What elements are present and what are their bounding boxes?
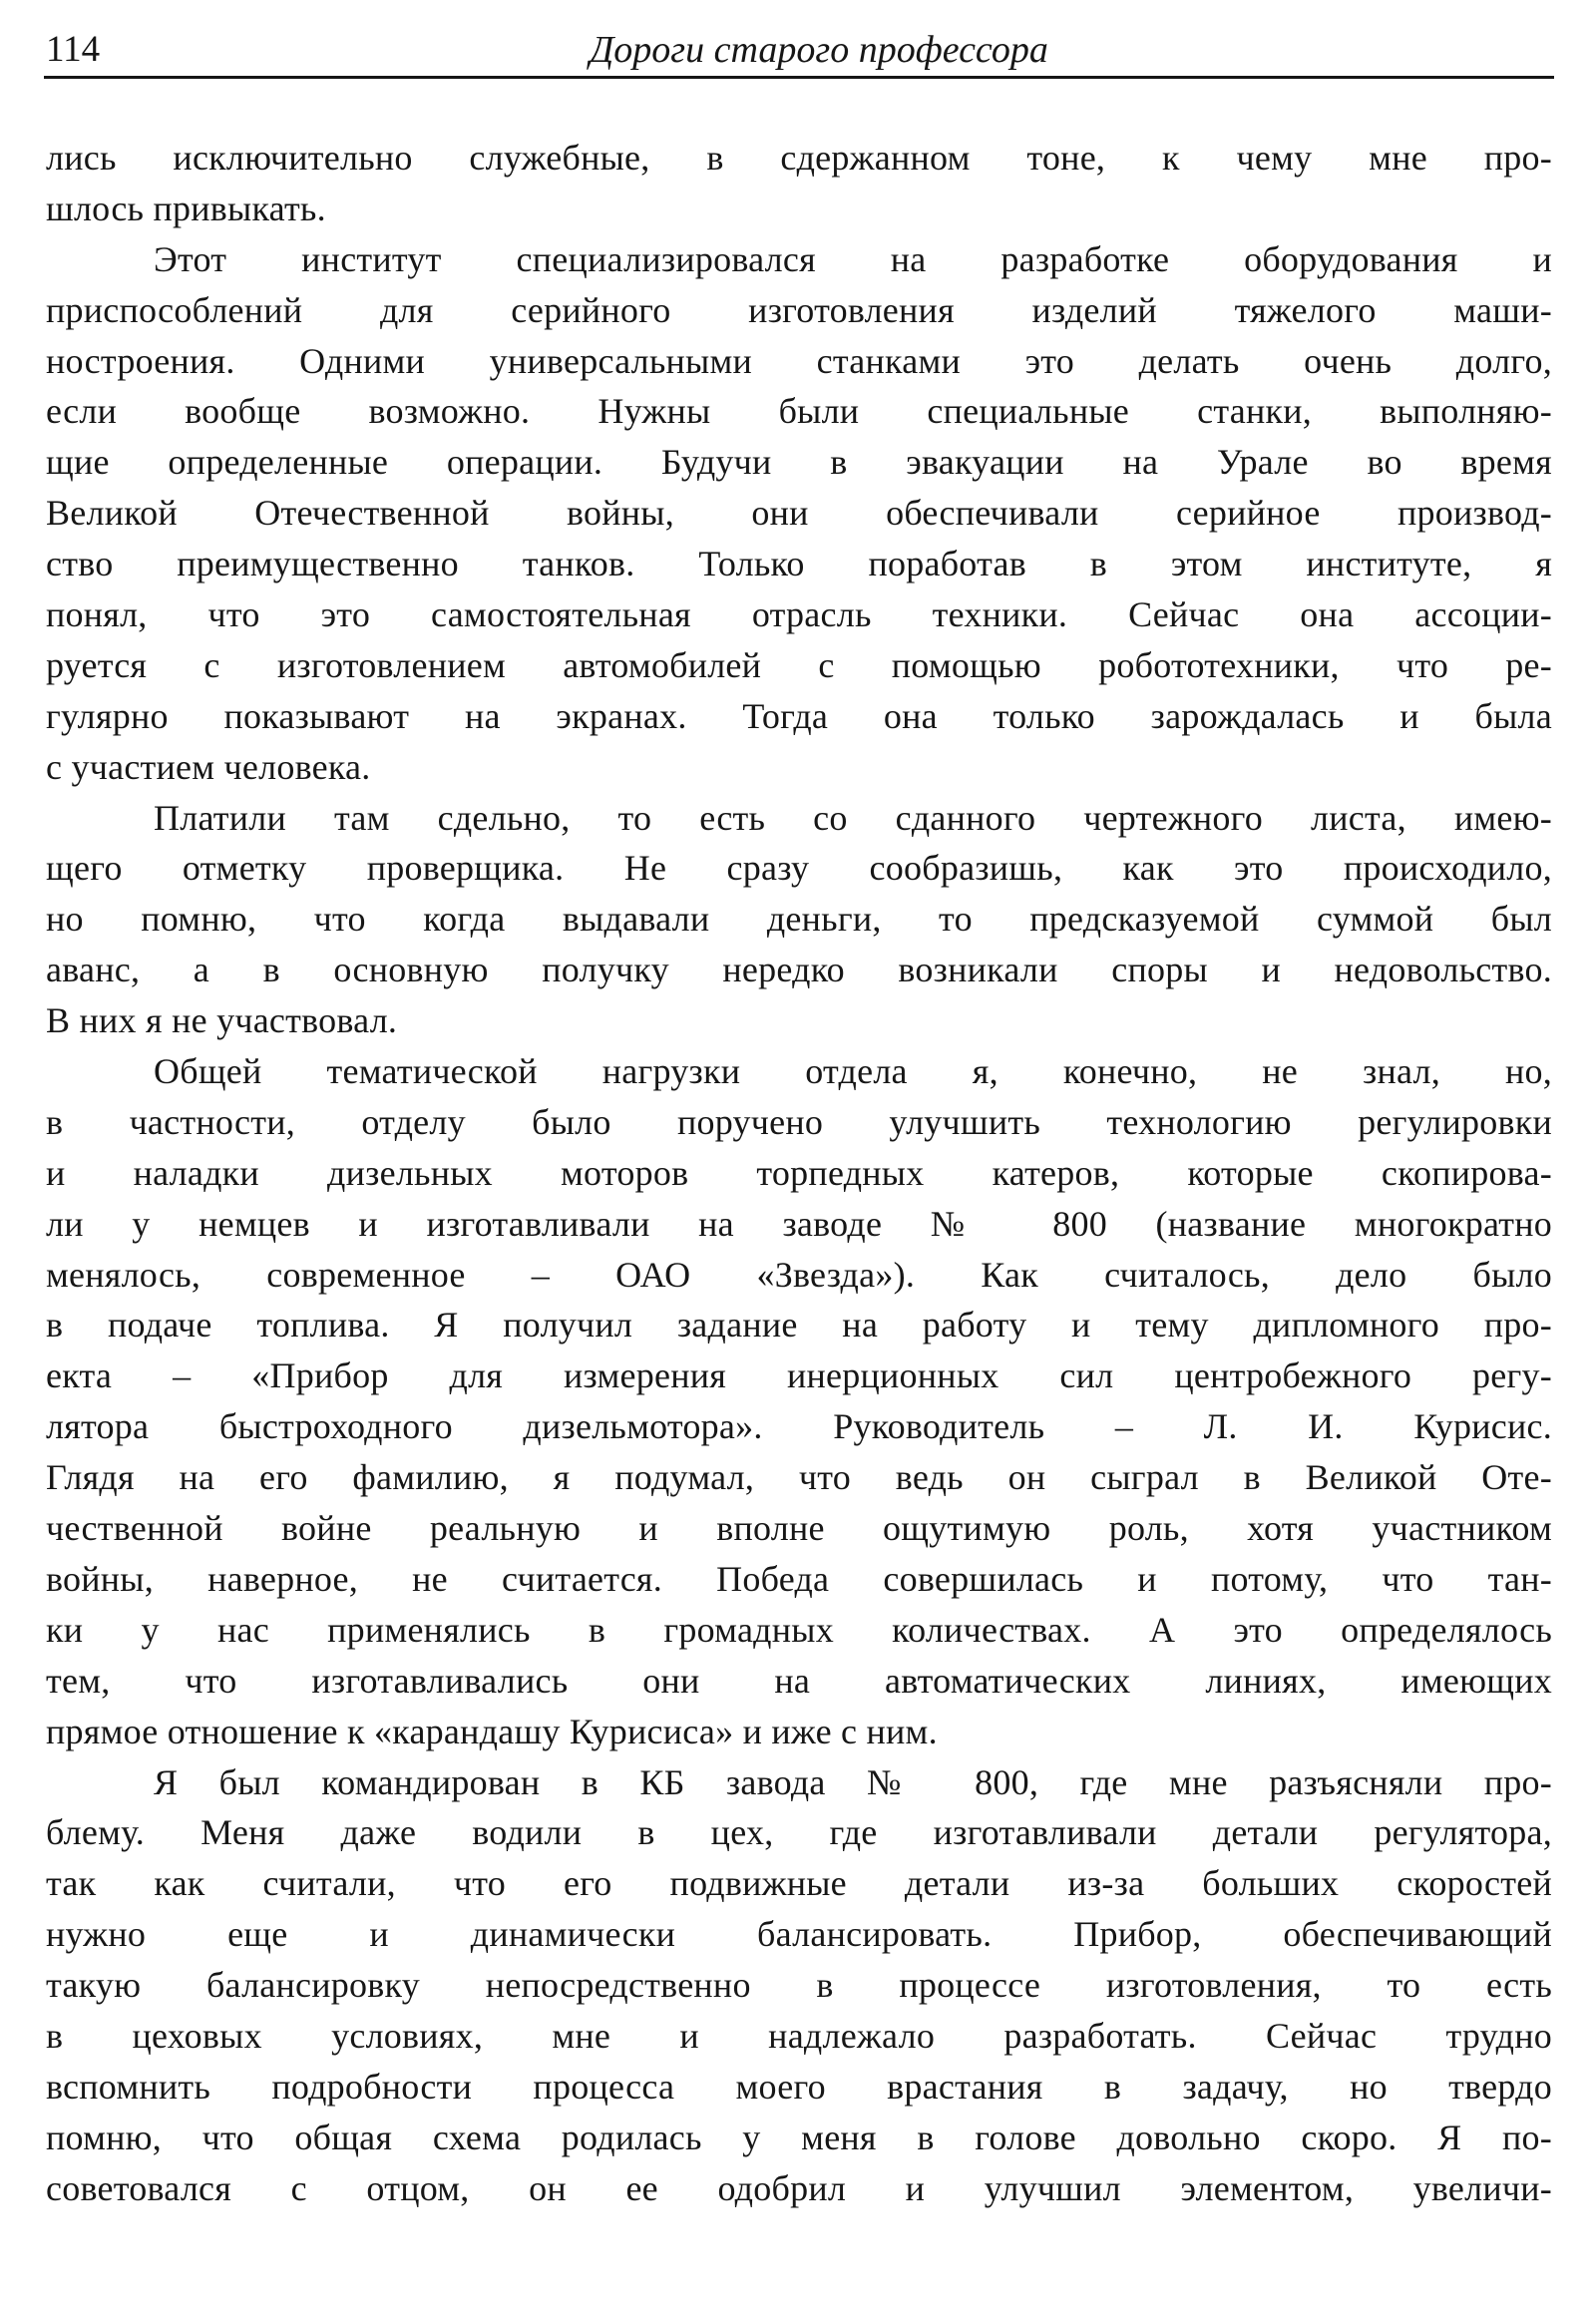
text-line: тем, что изготавливались они на автоматических линиях, имеющих xyxy=(46,1660,1552,1701)
text-line: вспомнить подробности процесса моего врастания в задачу, но твердо xyxy=(46,2066,1552,2107)
text-line: прямое отношение к «карандашу Курисиса» и иже с ним. xyxy=(46,1711,938,1751)
text-line: если вообще возможно. Нужны были специальные станки, выполняю- xyxy=(46,391,1552,432)
body-text xyxy=(46,133,1552,2214)
text-line: так как считали, что его подвижные детали из-за больших скоростей xyxy=(46,1863,1552,1904)
text-line: ство преимущественно танков. Только поработав в этом институте, я xyxy=(46,544,1552,584)
text-line: ки у нас применялись в громадных количествах. А это определялось xyxy=(46,1609,1552,1650)
text-line: шлось привыкать. xyxy=(46,188,326,228)
text-line: понял, что это самостоятельная отрасль техники. Сейчас она ассоции- xyxy=(46,594,1552,635)
text-line: щего отметку проверщика. Не сразу сообразишь, как это происходило, xyxy=(46,848,1552,889)
text-line: В них я не участвовал. xyxy=(46,1000,398,1041)
text-line: с участием человека. xyxy=(46,746,371,787)
page-number: 114 xyxy=(46,29,101,70)
header-rule xyxy=(44,76,1554,79)
text-line: чественной войне реальную и вполне ощутимую роль, хотя участником xyxy=(46,1508,1552,1549)
text-line: лись исключительно служебные, в сдержанном тоне, к чему мне про- xyxy=(46,138,1552,178)
text-line: Платили там сдельно, то есть со сданного чертежного листа, имею- xyxy=(154,797,1552,838)
running-head xyxy=(46,24,1552,74)
text-line: и наладки дизельных моторов торпедных катеров, которые скопирова- xyxy=(46,1152,1552,1193)
text-line: Этот институт специализировался на разработке оборудования и xyxy=(154,238,1552,279)
text-line: Я был командирован в КБ завода № 800, где мне разъясняли про- xyxy=(154,1761,1552,1802)
paragraph xyxy=(46,234,1552,793)
text-line: в частности, отделу было поручено улучшить технологию регулировки xyxy=(46,1101,1552,1142)
text-line: екта – «Прибор для измерения инерционных сил центробежного регу- xyxy=(46,1355,1552,1396)
text-line: лятора быстроходного дизельмотора». Руководитель – Л. И. Курисис. xyxy=(46,1406,1552,1447)
text-line: в цеховых условиях, мне и надлежало разработать. Сейчас трудно xyxy=(46,2015,1552,2056)
text-line: нужно еще и динамически балансировать. Прибор, обеспечивающий xyxy=(46,1914,1552,1955)
text-line: ли у немцев и изготавливали на заводе № 800 (название многократно xyxy=(46,1203,1552,1244)
text-line: Глядя на его фамилию, я подумал, что ведь он сыграл в Великой Оте- xyxy=(46,1457,1552,1498)
text-line: руется с изготовлением автомобилей с помощью робототехники, что ре- xyxy=(46,644,1552,685)
text-line: в подаче топлива. Я получил задание на работу и тему дипломного про- xyxy=(46,1305,1552,1346)
text-line: блему. Меня даже водили в цех, где изготавливали детали регулятора, xyxy=(46,1812,1552,1853)
text-line: войны, наверное, не считается. Победа совершилась и потому, что тан- xyxy=(46,1558,1552,1599)
text-line: ностроения. Одними универсальными станками это делать очень долго, xyxy=(46,340,1552,381)
book-title: Дороги старого профессора xyxy=(590,29,1048,71)
paragraph xyxy=(46,1046,1552,1756)
text-line: приспособлений для серийного изготовления изделий тяжелого маши- xyxy=(46,289,1552,330)
text-line: помню, что общая схема родилась у меня в голове довольно скоро. Я по- xyxy=(46,2117,1552,2157)
text-line: Великой Отечественной войны, они обеспечивали серийное производ- xyxy=(46,493,1552,534)
text-line: щие определенные операции. Будучи в эвакуации на Урале во время xyxy=(46,442,1552,483)
paragraph xyxy=(46,133,1552,234)
text-line: Общей тематической нагрузки отдела я, конечно, не знал, но, xyxy=(154,1051,1552,1092)
paragraph xyxy=(46,1757,1552,2214)
text-line: такую балансировку непосредственно в процессе изготовления, то есть xyxy=(46,1965,1552,2006)
text-line: советовался с отцом, он ее одобрил и улучшил элементом, увеличи- xyxy=(46,2167,1552,2208)
text-line: гулярно показывают на экранах. Тогда она только зарождалась и была xyxy=(46,695,1552,736)
text-line: аванс, а в основную получку нередко возникали споры и недовольство. xyxy=(46,950,1552,990)
paragraph xyxy=(46,793,1552,1046)
text-line: но помню, что когда выдавали деньги, то предсказуемой суммой был xyxy=(46,899,1552,940)
text-line: менялось, современное – ОАО «Звезда»). Как считалось, дело было xyxy=(46,1254,1552,1295)
